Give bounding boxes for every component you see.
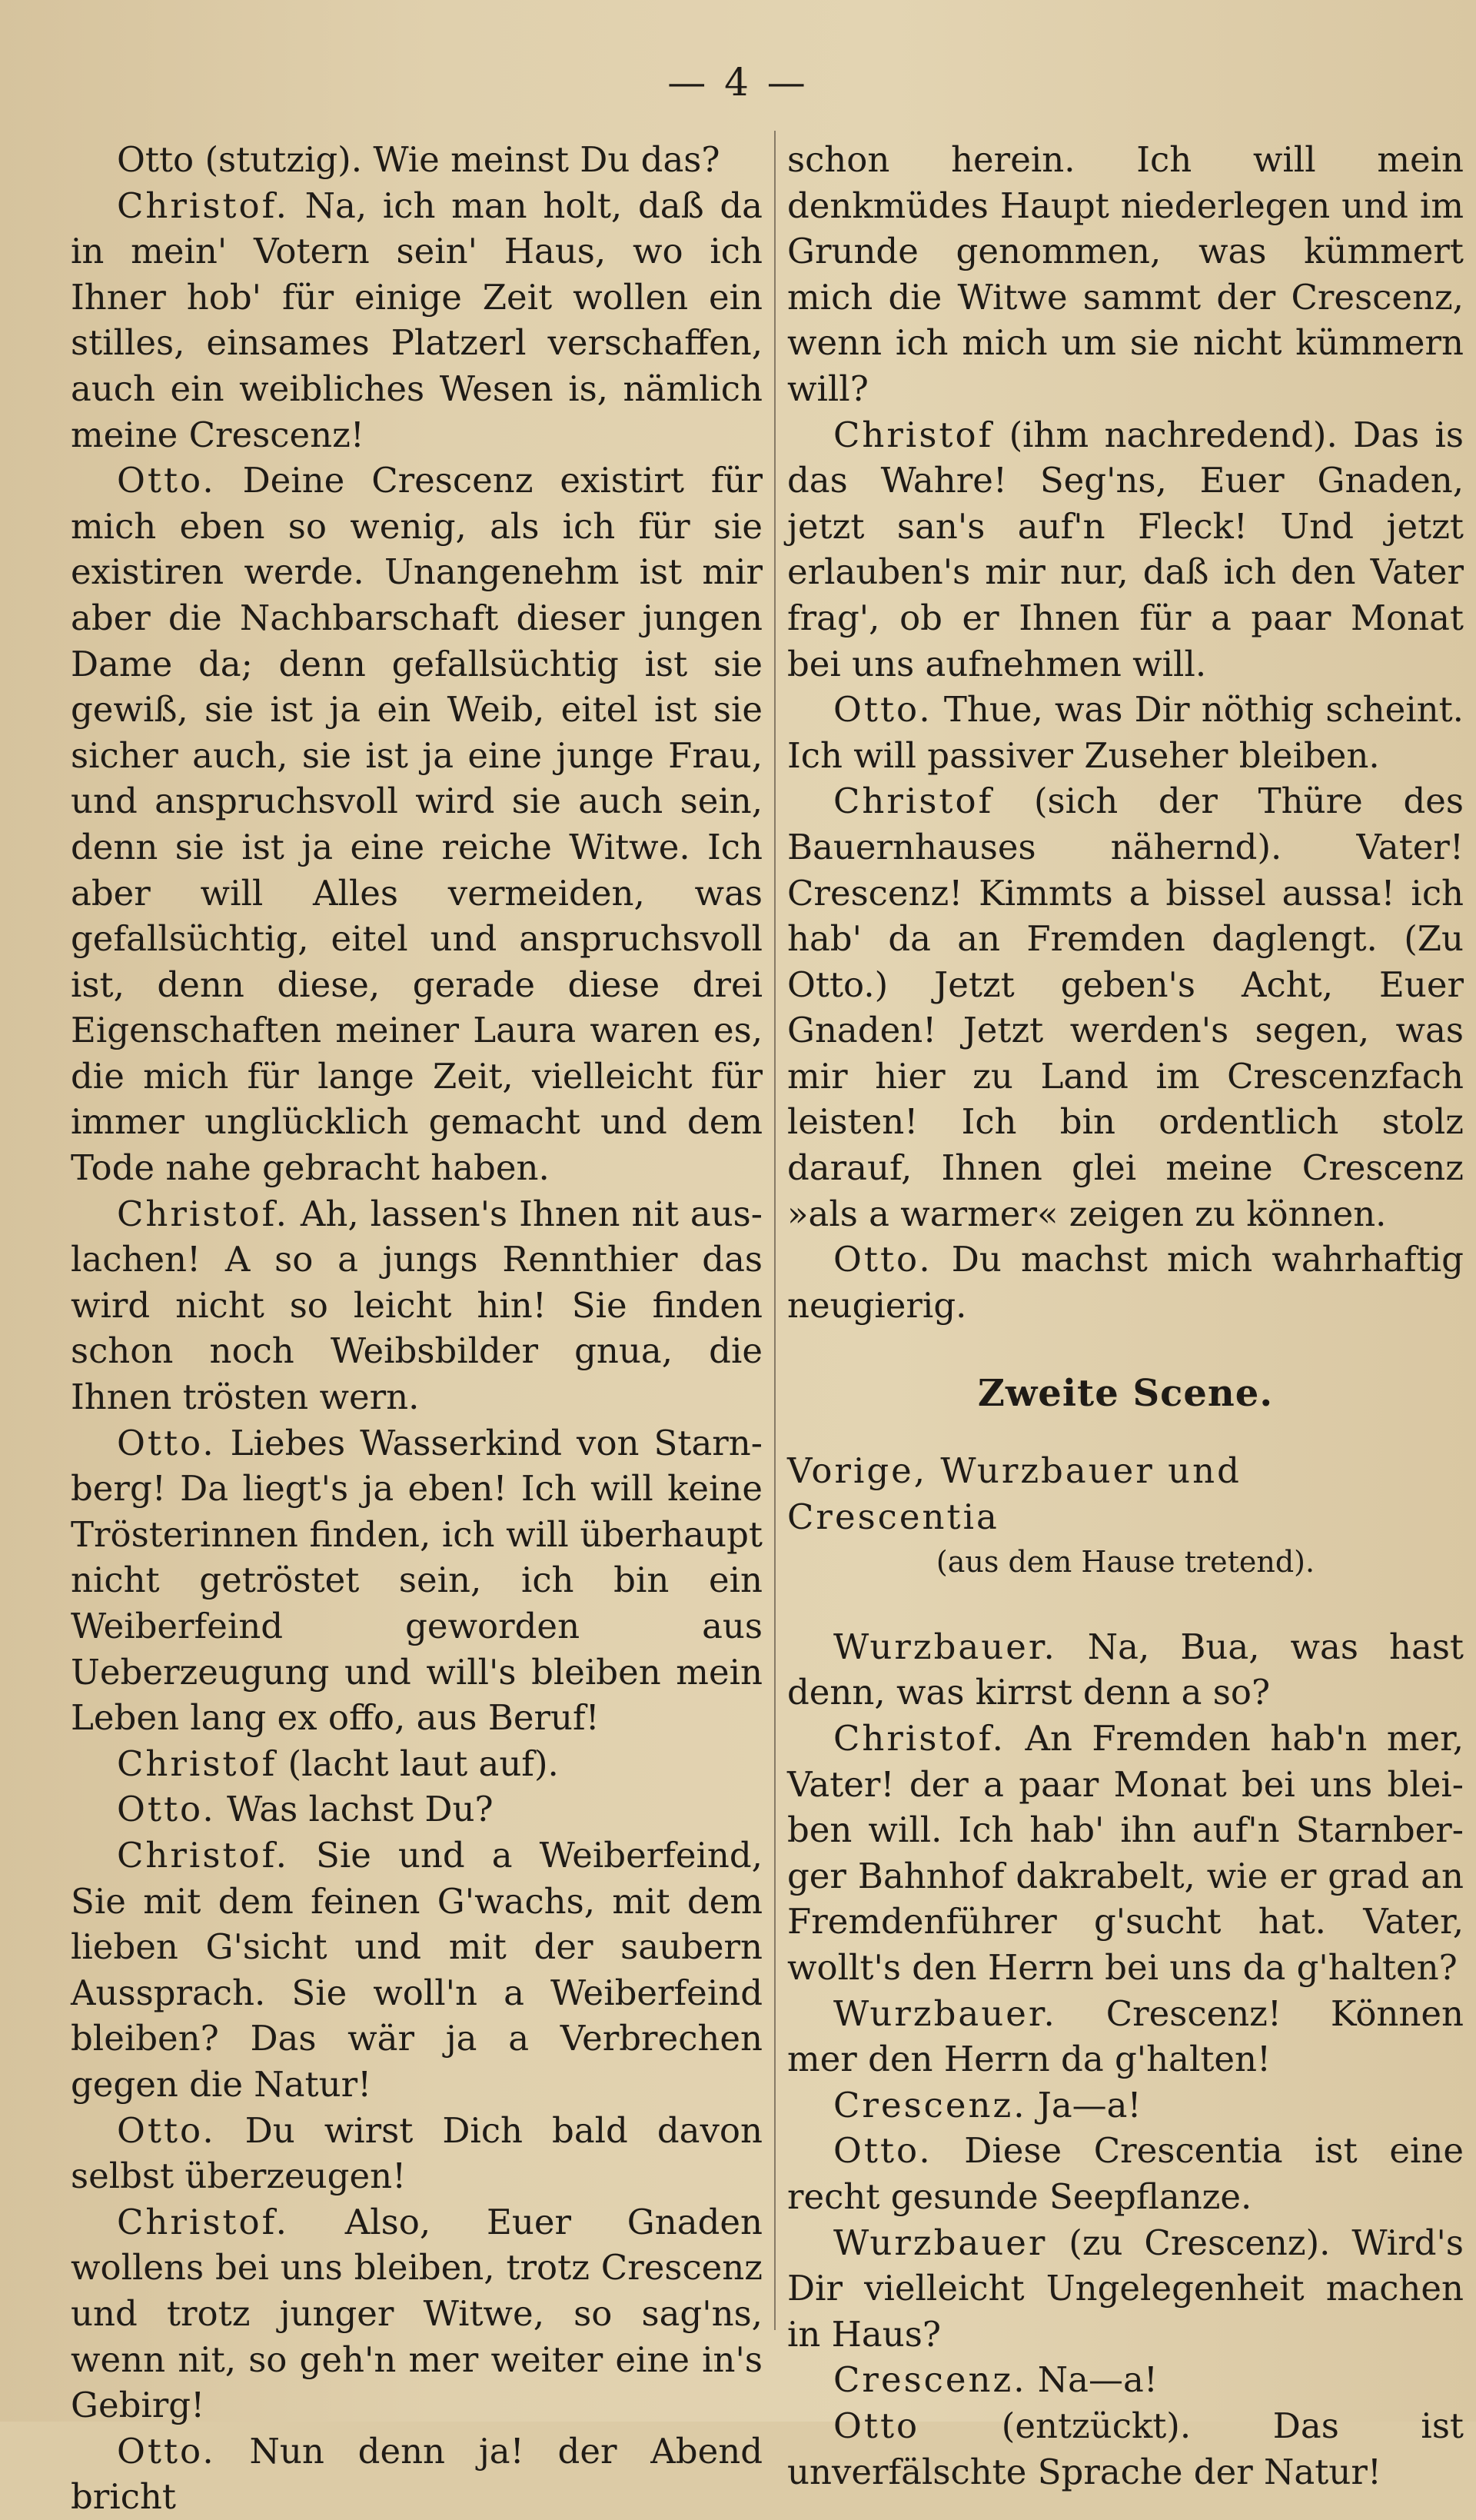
dialogue-text: (ihm nachredend). Das is das Wahre! Seg'ns, Euer Gnaden, jetzt san's auf'n Fleck! Und jetzt erlauben's mir nur, daß ich den Vater frag', ob er Ihnen für a paar Monat bei uns aufnehmen will. [787,414,1464,684]
speaker-name: Christof. [117,1834,289,1876]
dialogue-text: Ja—a! [1026,2084,1142,2126]
dialogue-text: Du machst mich wahrhaftig neugierig. [787,1239,1464,1326]
dialogue-paragraph [71,1420,763,1741]
dialogue-text: Liebes Wasserkind von Starnberg! Da liegt's ja eben! Ich will keine Trösterinnen finden, ich will überhaupt nicht getröstet sein, ich bin ein Weiberfeind geworden aus Ueberzeugung und will's bleiben mein Leben lang ex offo, aus Beruf! [71,1422,763,1739]
dialogue-text: Crescenz! Können mer den Herrn da g'halten! [787,1992,1464,2080]
speaker-name: Otto. [833,2130,932,2172]
dialogue-paragraph [787,1237,1464,1328]
speaker-name: Christof [117,1743,278,1784]
right-column-dialogue-bottom [787,1624,1464,2495]
speaker-name: Otto [833,2405,920,2446]
right-column [787,137,1464,2495]
speaker-name: Otto. [117,1789,216,1830]
dialogue-text: Nun denn ja! der Abend bricht [71,2430,763,2518]
dialogue-paragraph [787,2082,1464,2129]
dialogue-paragraph [71,1741,763,1787]
speaker-name: Christof. [117,2201,289,2242]
dialogue-text: (lacht laut auf). [277,1743,559,1784]
speaker-name: Christof. [117,1193,289,1234]
dialogue-text: Thue, was Dir nöthig scheint. Ich will passiver Zuseher bleiben. [787,689,1464,776]
speaker-name: Wurzbauer. [833,1992,1057,2034]
dialogue-paragraph [71,2428,763,2520]
dialogue-paragraph [71,1191,763,1420]
dialogue-text: Du wirst Dich bald davon selbst überzeugen! [71,2109,763,2197]
dialogue-text: (zu Crescenz). Wird's Dir vielleicht Ungelegenheit machen in Haus? [787,2222,1464,2355]
speaker-name: Christof [833,781,994,822]
dialogue-paragraph [787,1991,1464,2082]
speaker-name: Otto. [833,689,932,731]
dialogue-text: Otto (stutzig). Wie meinst Du das? [117,139,720,180]
dialogue-paragraph [787,687,1464,778]
column-divider [774,131,776,2330]
left-column [71,137,763,2520]
speaker-name: Otto. [117,460,216,501]
dialogue-text: Deine Crescenz existirt für mich eben so wenig, als ich für sie existiren werde. Unangenehm ist mir aber die Nachbarschaft dieser jungen Dame da; denn gefallsüchtig ist sie gewiß, sie ist ja ein Weib, eitel ist sie sicher auch, sie ist ja eine junge Frau, und anspruchsvoll wird sie auch sein, denn sie ist ja eine reiche Witwe. Ich aber will Alles vermeiden, was gefallsüchtig, eitel und anspruchsvoll ist, denn diese, gerade diese drei Eigenschaften meiner Laura waren es, die mich für lange Zeit, vielleicht für immer unglücklich gemacht und dem Tode nahe gebracht haben. [71,460,763,1189]
dialogue-paragraph [71,183,763,458]
dialogue-text: Also, Euer Gnaden wollens bei uns bleiben, trotz Crescenz und trotz junger Witwe, so sag'ns, wenn nit, so geh'n mer weiter eine in's Gebirg! [71,2201,763,2426]
dialogue-paragraph [787,2128,1464,2219]
dialogue-text: (sich der Thüre des Bauernhauses nähernd). Vater! Crescenz! Kimmts a bissel aussa! ich hab' da an Fremden daglengt. (Zu Otto.) Jetzt geben's Acht, Euer Gnaden! Jetzt werden's segen, was mir hier zu Land im Crescenzfach leisten! Ich bin ordentlich stolz darauf, Ihnen glei meine Crescenz »als a warmer« zeigen zu können. [787,781,1464,1234]
scene-persons-line: Vorige, Wurzbauer und Crescentia [787,1450,1242,1537]
speaker-name: Wurzbauer. [833,1626,1057,1667]
scene-title: Zweite Scene. [977,1372,1274,1416]
dialogue-text: Na, ich man holt, daß da in mein' Votern sein' Haus, wo ich Ihner hob' für einige Zeit wollen ein stilles, einsames Platzerl verschaffen, auch ein weibliches Wesen is, nämlich meine Crescenz! [71,185,763,455]
dialogue-text: Ah, lassen's Ihnen nit auslachen! A so a jungs Rennthier das wird nicht so leicht hin! Sie finden schon noch Weibsbilder gnua, die Ihnen trösten wern. [71,1193,763,1418]
dialogue-text: Was lachst Du? [215,1789,494,1830]
speaker-name: Christof [833,414,994,455]
speaker-name: Crescenz. [833,2359,1027,2401]
dialogue-text: Na—a! [1026,2359,1158,2401]
scene-persons-stage: (aus dem Hause tretend). [936,1545,1315,1580]
dialogue-paragraph [787,2357,1464,2403]
dialogue-paragraph [71,1786,763,1833]
dialogue-paragraph [787,778,1464,1237]
speaker-name: Christof. [833,1718,1006,1759]
dialogue-paragraph [787,137,1464,412]
speaker-name: Wurzbauer [833,2222,1048,2263]
dialogue-paragraph [787,1716,1464,1991]
dialogue-text: Diese Crescentia ist eine recht gesunde Seepflanze. [787,2130,1464,2217]
speaker-name: Otto. [833,1239,932,1280]
dialogue-paragraph [787,412,1464,687]
dialogue-text: An Fremden hab'n mer, Vater! der a paar Monat bei uns bleiben will. Ich hab' ihn auf'n Starnberger Bahnhof dakrabelt, wie er grad an Fremdenführer g'sucht hat. Vater, wollt's den Herrn bei uns da g'halten? [787,1718,1464,1988]
dialogue-paragraph [71,2199,763,2428]
dialogue-paragraph [71,1833,763,2108]
dialogue-paragraph [787,2220,1464,2358]
dialogue-text: (entzückt). Das ist unverfälschte Sprache der Natur! [787,2405,1464,2492]
dialogue-text: schon herein. Ich will mein denkmüdes Haupt niederlegen und im Grunde genommen, was kümmert mich die Witwe sammt der Crescenz, wenn ich mich um sie nicht kümmern will? [787,139,1464,409]
scene-persons [787,1448,1464,1586]
dialogue-paragraph [71,458,763,1191]
dialogue-paragraph [71,2108,763,2199]
page-number: — 4 — [667,60,809,105]
speaker-name: Christof. [117,185,289,226]
speaker-name: Otto. [117,2430,216,2472]
speaker-name: Crescenz. [833,2084,1027,2126]
speaker-name: Otto. [117,2109,216,2151]
dialogue-paragraph [787,1624,1464,1716]
speaker-name: Otto. [117,1422,216,1463]
dialogue-paragraph [71,137,763,183]
dialogue-text: Sie und a Weiberfeind, Sie mit dem feinen G'wachs, mit dem lieben G'sicht und mit der saubern Aussprach. Sie woll'n a Weiberfeind bleiben? Das wär ja a Verbrechen gegen die Natur! [71,1834,763,2105]
right-column-dialogue-top [787,137,1464,1328]
dialogue-text: Na, Bua, was hast denn, was kirrst denn a so? [787,1626,1464,1713]
dialogue-paragraph [787,2403,1464,2495]
